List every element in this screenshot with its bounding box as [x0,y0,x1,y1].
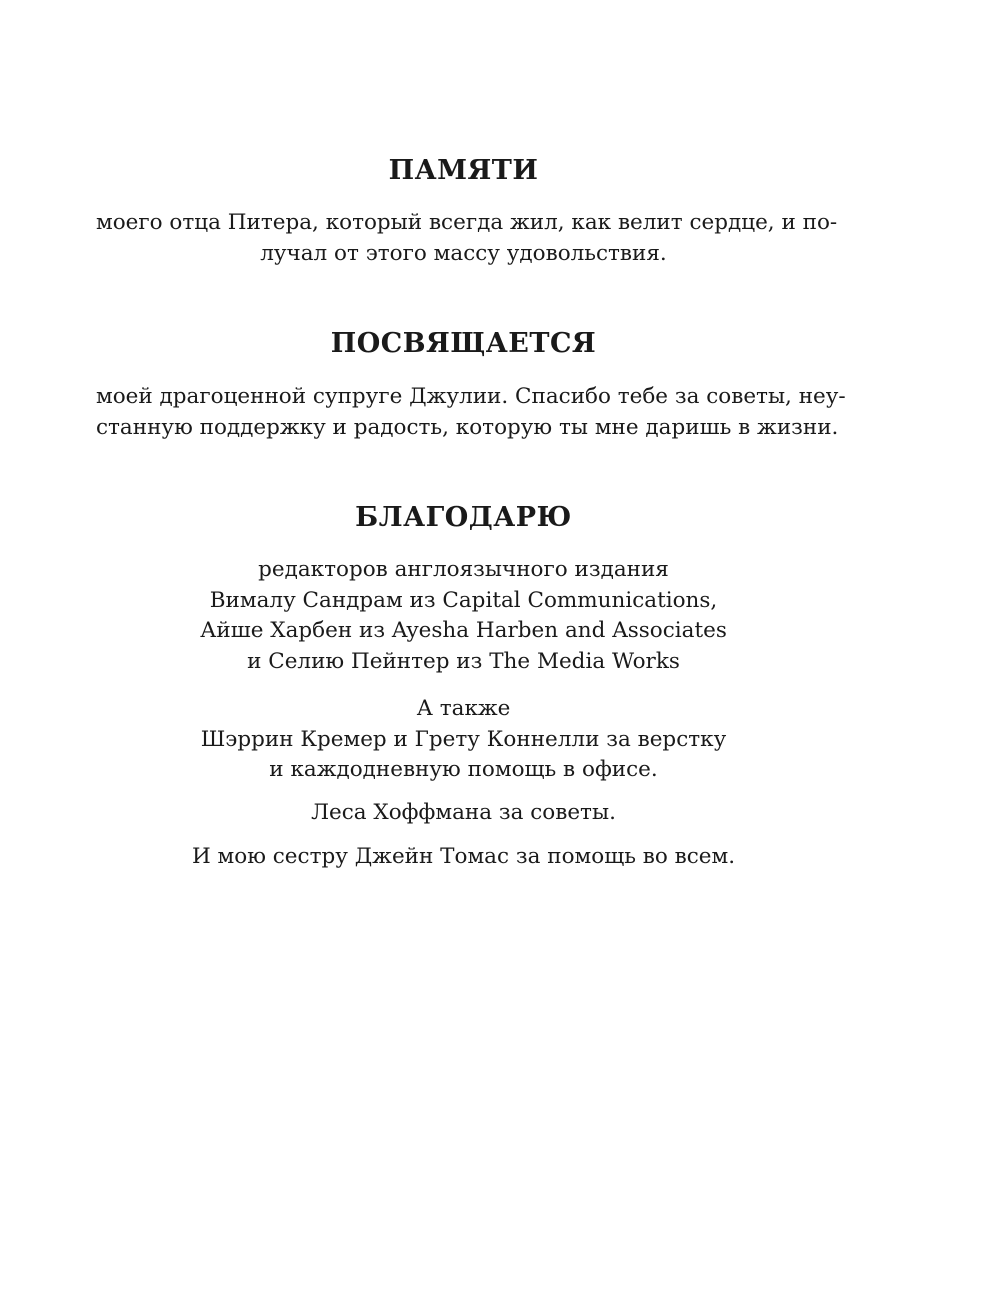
memory-line-1: моего отца Питера, который всегда жил, как велит сердце, и по- [96,210,838,235]
memory-paragraph [96,207,838,269]
memory-heading: ПАМЯТИ [388,155,539,186]
thanks-heading: БЛАГОДАРЮ [355,502,572,533]
thanks-sister-text: И мою сестру Джейн Томас за помощь во всем. [191,844,736,869]
dedication-paragraph [96,381,846,443]
thanks-editors-line: Вималу Сандрам из Capital Communications, [209,587,718,613]
thanks-also-line: и каждодневную помощь в офисе. [269,757,658,782]
dedication-line-2: станную поддержку и радость, которую ты мне даришь в жизни. [96,415,839,440]
thanks-editors-line: и Селию Пейнтер из The Media Works [247,648,680,674]
memory-line-2: лучал от этого массу удовольствия. [260,241,667,266]
thanks-editors-line: Айше Харбен из Ayesha Harben and Associates [200,618,727,643]
thanks-also-line: Шэррин Кремер и Грету Коннелли за верстку [200,726,727,752]
thanks-also-block [0,694,927,786]
dedication-line-1: моей драгоценной супруге Джулии. Спасибо тебе за советы, неу- [96,384,846,409]
dedication-heading: ПОСВЯЩАЕТСЯ [330,328,597,359]
thanks-editors-line: редакторов англоязычного издания [258,557,669,582]
thanks-editors-block [0,555,927,677]
thanks-les-text: Леса Хоффмана за советы. [311,800,616,825]
thanks-les-line [0,798,927,829]
thanks-also-line: А также [416,696,511,721]
thanks-sister-line [0,842,927,873]
